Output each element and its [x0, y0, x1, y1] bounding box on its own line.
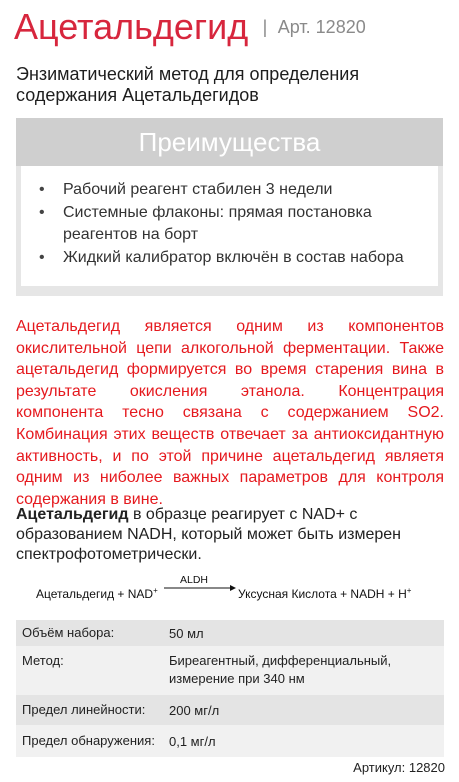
advantages-list	[37, 179, 438, 269]
reaction-subject: Ацетальдегид	[16, 506, 129, 523]
equation-products: Уксусная Кислота + NADH + H+	[238, 586, 412, 601]
advantages-box	[16, 118, 443, 296]
advantages-content	[21, 166, 438, 286]
page-subtitle: Энзиматический метод для определения содержания Ацетальдегидов	[16, 64, 360, 105]
reaction-text: в образце реагирует с NAD+ с образованием NADH, который может быть измерен спектрофотометрически.	[16, 506, 401, 563]
spec-value: 200 мг/л	[169, 703, 220, 718]
spec-value: 0,1 мг/л	[169, 734, 216, 749]
reaction-equation	[36, 574, 436, 614]
arrow-right-icon	[164, 583, 236, 593]
advantage-text: Жидкий калибратор включён в состав набора	[63, 249, 404, 266]
spec-row	[16, 646, 444, 695]
footer-article: Артикул: 12820	[353, 760, 445, 775]
title-separator: |	[262, 17, 268, 37]
advantage-item	[37, 247, 438, 269]
reaction-description	[16, 505, 444, 565]
equation-reactants: Ацетальдегид + NAD+	[36, 586, 158, 601]
spec-label: Объём набора:	[22, 625, 115, 640]
spec-label: Предел обнаружения:	[22, 733, 155, 748]
advantage-text: Рабочий реагент стабилен 3 недели	[63, 181, 333, 198]
advantages-title: Преимущества	[16, 118, 443, 166]
page-header	[14, 6, 366, 48]
spec-row	[16, 695, 444, 725]
article-number: Арт. 12820	[277, 17, 366, 37]
enzyme-label: ALDH	[180, 574, 209, 586]
advantage-text: Системные флаконы: прямая постановка реагентов на борт	[63, 204, 372, 243]
spec-table	[16, 620, 444, 757]
spec-label: Предел линейности:	[22, 702, 146, 717]
spec-value: Биреагентный, дифференциальный, измерение при 340 нм	[169, 653, 392, 686]
spec-row	[16, 725, 444, 757]
bullet-icon: •	[39, 249, 45, 266]
bullet-icon: •	[39, 204, 45, 221]
description-paragraph: Ацетальдегид является одним из компонентов окислительной цепи алкогольной ферментации. Также ацетальдегид формируется во время старения вина в результате окисления этанола. Концентрация компонента тесно связана с содержанием SO2. Комбинация этих веществ отвечает за антиоксидантную активность, и по этой причине ацетальдегид являетя одним из ниболее важных параметров для контроля содержания в вине.	[16, 318, 444, 508]
bullet-icon: •	[39, 181, 45, 198]
page-title: Ацетальдегид	[14, 6, 249, 47]
advantage-item	[37, 179, 438, 201]
advantage-item	[37, 202, 438, 246]
spec-label: Метод:	[22, 653, 64, 668]
spec-value: 50 мл	[169, 626, 204, 641]
spec-row	[16, 620, 444, 646]
